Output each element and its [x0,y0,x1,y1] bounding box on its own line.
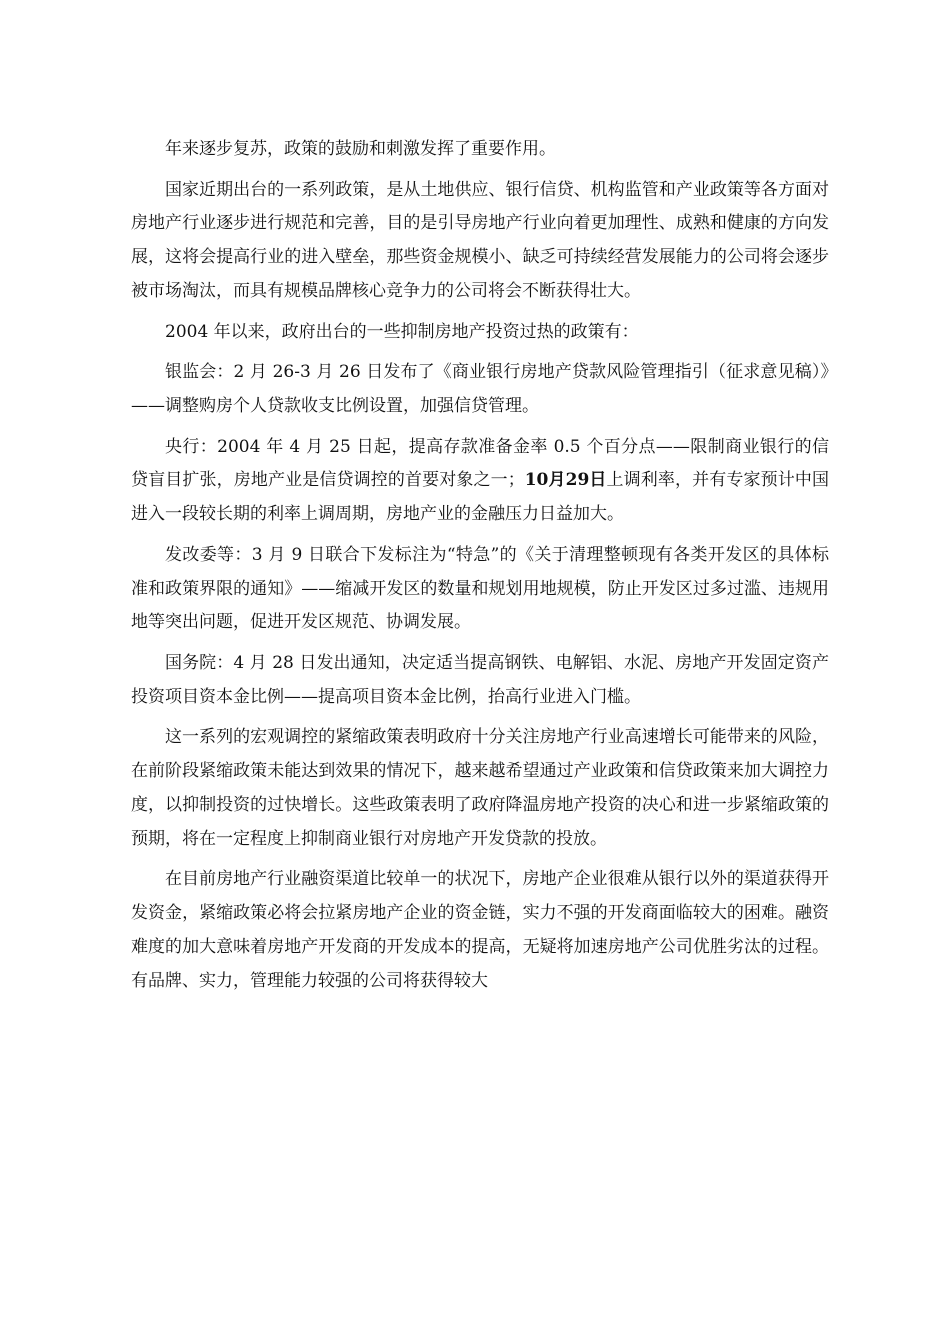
paragraph: 这一系列的宏观调控的紧缩政策表明政府十分关注房地产行业高速增长可能带来的风险，在前阶段紧缩政策未能达到效果的情况下，越来越希望通过产业政策和信贷政策来加大调控力度，以抑制投资的过快增长。这些政策表明了政府降温房地产投资的决心和进一步紧缩政策的预期，将在一定程度上抑制商业银行对房地产开发贷款的投放。 [131,727,829,849]
paragraph: 发改委等：3 月 9 日联合下发标注为“特急”的《关于清理整顿现有各类开发区的具体标准和政策界限的通知》——缩减开发区的数量和规划用地规模，防止开发区过多过滥、违规用地等突出问题，促进开发区规范、协调发展。 [131,544,829,633]
paragraph: 在目前房地产行业融资渠道比较单一的状况下，房地产企业很难从银行以外的渠道获得开发资金，紧缩政策必将会拉紧房地产企业的资金链，实力不强的开发商面临较大的困难。融资难度的加大意味着房地产开发商的开发成本的提高，无疑将加速房地产公司优胜劣汰的过程。有品牌、实力，管理能力较强的公司将获得较大 [131,869,829,991]
paragraph: 年来逐步复苏，政策的鼓励和刺激发挥了重要作用。 [165,139,556,159]
paragraph-text: 上调利率，并有专家预计中国进入一段较长期的利率上调周期，房地产业的金融压力日益加大。 [131,470,830,525]
bold-date: 10月29日 [524,470,607,491]
document-body [131,133,829,1005]
paragraph-text: 央行：2004 年 4 月 25 日起，提高存款准备金率 0.5 个百分点——限制商业银行的信贷盲目扩张，房地产业是信贷调控的首要对象之一； [131,436,829,491]
paragraph: 国家近期出台的一系列政策，是从土地供应、银行信贷、机构监管和产业政策等各方面对房地产行业逐步进行规范和完善，目的是引导房地产行业向着更加理性、成熟和健康的方向发展，这将会提高行业的进入壁垒，那些资金规模小、缺乏可持续经营发展能力的公司将会逐步被市场淘汰，而具有规模品牌核心竞争力的公司将会不断获得壮大。 [131,179,829,301]
paragraph-central-bank [131,431,829,532]
paragraph: 2004 年以来，政府出台的一些抑制房地产投资过热的政策有： [165,321,639,342]
paragraph: 银监会：2 月 26-3 月 26 日发布了《商业银行房地产贷款风险管理指引（征求意见稿）》——调整购房个人贷款收支比例设置，加强信贷管理。 [131,362,829,416]
paragraph: 国务院：4 月 28 日发出通知，决定适当提高钢铁、电解铝、水泥、房地产开发固定资产投资项目资本金比例——提高项目资本金比例，抬高行业进入门槛。 [131,652,829,707]
